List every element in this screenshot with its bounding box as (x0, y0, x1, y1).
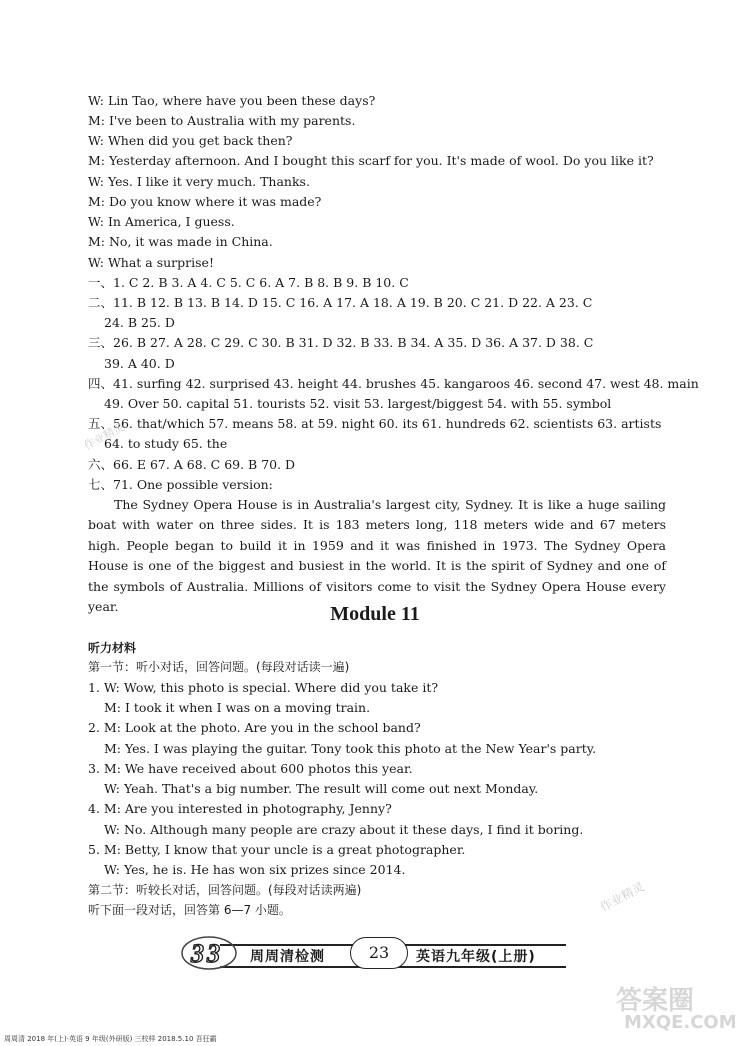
footer-series-title: 周周清检测 (250, 949, 325, 965)
dialogue-line: M: Yesterday afternoon. And I bought this scarf for you. It's made of wool. Do you like it? (88, 153, 654, 168)
answer-line: 六、66. E 67. A 68. C 69. B 70. D (88, 457, 296, 472)
sample-essay: The Sydney Opera House is in Australia's largest city, Sydney. It is like a huge sailing boat with water on three sides. It is 183 meters long, 118 meters wide and 67 meters high. People began to build it in 1959 and it was finished in 1973. The Sydney Opera House is one of the biggest and busiest in the world. It is the spirit of Sydney and one of the symbols of Australia. Millions of visitors come to visit the Sydney Opera House every year. (88, 497, 666, 615)
answer-line: 三、26. B 27. A 28. C 29. C 30. B 31. D 32. B 33. B 34. A 35. D 36. A 37. D 38. C (88, 335, 594, 350)
answer-line: 五、56. that/which 57. means 58. at 59. night 60. its 61. hundreds 62. scientists 63. artists (88, 416, 662, 431)
watermark-logo: 答案圈 (616, 986, 695, 1016)
dialogue-line: W: Yes. I like it very much. Thanks. (88, 174, 310, 189)
listening-line: 2. M: Look at the photo. Are you in the school band? (88, 720, 421, 735)
section-2-note: 听下面一段对话，回答第 6—7 小题。 (88, 903, 291, 917)
svg-text:3: 3 (191, 939, 204, 968)
section-1-instruction: 第一节：听小对话，回答问题。(每段对话读一遍) (88, 660, 350, 674)
dialogue-line: W: In America, I guess. (88, 214, 235, 229)
listening-line: W: Yeah. That's a big number. The result will come out next Monday. (104, 781, 539, 796)
answer-line: 七、71. One possible version: (88, 477, 273, 492)
dialogue-line: M: I've been to Australia with my parents. (88, 113, 356, 128)
answer-line: 64. to study 65. the (104, 436, 228, 451)
listening-line: W: Yes, he is. He has won six prizes since 2014. (104, 862, 406, 877)
listening-line: 4. M: Are you interested in photography, Jenny? (88, 801, 392, 816)
answer-line: 39. A 40. D (104, 356, 175, 371)
dialogue-line: W: When did you get back then? (88, 133, 293, 148)
answer-line: 四、41. surfing 42. surprised 43. height 44. brushes 45. kangaroos 46. second 47. west 48. main (88, 376, 699, 391)
watermark-stamp: 作业精灵 (597, 879, 647, 915)
brand-logo (180, 935, 238, 971)
listening-heading: 听力材料 (88, 641, 137, 655)
watermark-url: MXQE.COM (624, 1012, 737, 1033)
dialogue-line: M: Do you know where it was made? (88, 194, 322, 209)
listening-line: 5. M: Betty, I know that your uncle is a great photographer. (88, 842, 466, 857)
listening-line: 3. M: We have received about 600 photos this year. (88, 761, 413, 776)
dialogue-line: M: No, it was made in China. (88, 234, 273, 249)
print-info-line: 周周清 2018 年(上)·英语 9 年级(外研版) 三校样 2018.5.10 吾狂霸 (4, 1035, 217, 1043)
section-2-instruction: 第二节：听较长对话，回答问题。(每段对话读两遍) (88, 883, 362, 897)
listening-line: M: I took it when I was on a moving train. (104, 700, 371, 715)
footer-book-title: 英语九年级(上册) (416, 949, 536, 965)
watermark-stamp: 作业精灵 (81, 420, 127, 453)
listening-line: M: Yes. I was playing the guitar. Tony took this photo at the New Year's party. (104, 741, 597, 756)
answer-line: 24. B 25. D (104, 315, 175, 330)
answer-line: 二、11. B 12. B 13. B 14. D 15. C 16. A 17. A 18. A 19. B 20. C 21. D 22. A 23. C (88, 295, 593, 310)
page-number: 23 (350, 937, 408, 969)
footer-banner (180, 935, 572, 971)
listening-line: W: No. Although many people are crazy about it these days, I find it boring. (104, 822, 584, 837)
svg-text:3: 3 (207, 939, 220, 968)
answer-line: 一、1. C 2. B 3. A 4. C 5. C 6. A 7. B 8. B 9. B 10. C (88, 275, 409, 290)
dialogue-line: W: What a surprise! (88, 255, 214, 270)
answer-line: 49. Over 50. capital 51. tourists 52. visit 53. largest/biggest 54. with 55. symbol (104, 396, 612, 411)
module-title: Module 11 (330, 603, 420, 625)
listening-line: 1. W: Wow, this photo is special. Where did you take it? (88, 680, 439, 695)
dialogue-line: W: Lin Tao, where have you been these days? (88, 93, 376, 108)
